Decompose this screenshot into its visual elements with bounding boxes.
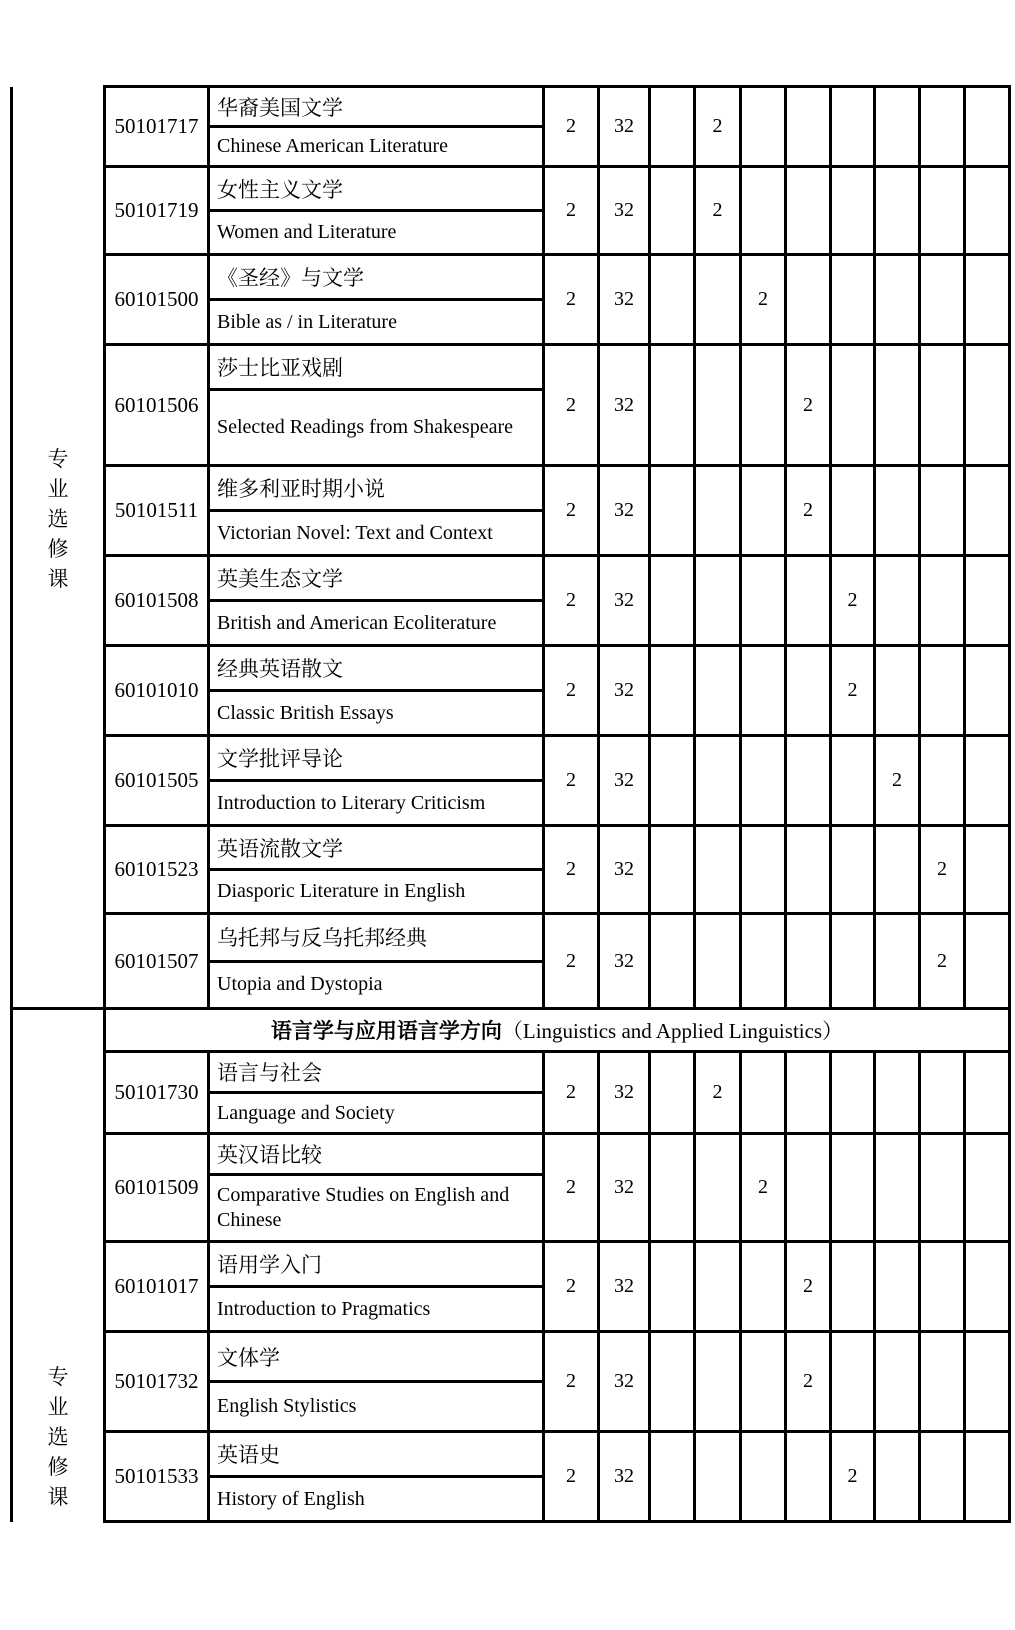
semester-cell	[920, 1242, 965, 1332]
credits-cell: 2	[544, 255, 599, 345]
chinese-name: 语用学入门	[210, 1243, 542, 1288]
semester-cell	[741, 914, 786, 1009]
semester-cell	[650, 1432, 695, 1522]
semester-cell	[741, 466, 786, 556]
course-row	[12, 167, 1010, 255]
semester-cell	[965, 255, 1010, 345]
course-row	[12, 914, 1010, 1009]
course-name-cell	[209, 1052, 544, 1134]
semester-cell	[965, 556, 1010, 646]
hours-cell: 32	[599, 345, 650, 466]
chinese-name: 英语流散文学	[210, 827, 542, 871]
semester-cell	[741, 556, 786, 646]
semester-cell	[695, 1242, 741, 1332]
semester-cell	[650, 556, 695, 646]
semester-cell	[875, 87, 920, 167]
course-code-cell: 60101017	[105, 1242, 209, 1332]
hours-cell: 32	[599, 914, 650, 1009]
semester-cell	[695, 466, 741, 556]
semester-cell	[650, 1332, 695, 1432]
course-name-cell	[209, 556, 544, 646]
credits-cell: 2	[544, 1242, 599, 1332]
semester-cell	[831, 826, 875, 914]
course-name-cell	[209, 87, 544, 167]
semester-cell: 2	[831, 1432, 875, 1522]
semester-cell	[650, 466, 695, 556]
english-name: Victorian Novel: Text and Context	[217, 521, 493, 544]
english-name: Comparative Studies on English and Chinese	[217, 1183, 510, 1231]
english-name: Women and Literature	[217, 221, 397, 243]
course-code-cell: 50101717	[105, 87, 209, 167]
course-code-cell: 50101730	[105, 1052, 209, 1134]
semester-cell	[831, 87, 875, 167]
semester-cell	[741, 345, 786, 466]
semester-cell: 2	[786, 345, 831, 466]
semester-cell	[875, 914, 920, 1009]
english-name: Diasporic Literature in English	[217, 880, 466, 902]
semester-cell	[695, 556, 741, 646]
english-name: Bible as / in Literature	[217, 310, 397, 333]
course-row	[12, 466, 1010, 556]
chinese-name: 华裔美国文学	[210, 88, 542, 128]
semester-cell	[831, 255, 875, 345]
semester-cell	[875, 1052, 920, 1134]
course-name-cell	[209, 255, 544, 345]
course-row	[12, 87, 1010, 167]
course-code-cell: 60101507	[105, 914, 209, 1009]
course-name-cell	[209, 646, 544, 736]
semester-cell	[875, 345, 920, 466]
semester-cell	[695, 914, 741, 1009]
semester-cell: 2	[695, 167, 741, 255]
semester-cell	[695, 736, 741, 826]
english-name: British and American Ecoliterature	[217, 611, 497, 634]
semester-cell	[965, 826, 1010, 914]
hours-cell: 32	[599, 167, 650, 255]
course-name-cell	[209, 736, 544, 826]
course-name-cell	[209, 1332, 544, 1432]
english-name: Language and Society	[217, 1101, 395, 1124]
course-code-cell: 60101509	[105, 1134, 209, 1242]
semester-cell	[786, 167, 831, 255]
semester-cell	[875, 466, 920, 556]
hours-cell: 32	[599, 1432, 650, 1522]
semester-cell	[741, 1432, 786, 1522]
semester-cell	[650, 167, 695, 255]
chinese-name: 英语史	[210, 1433, 542, 1478]
course-row	[12, 556, 1010, 646]
course-code-cell: 60101506	[105, 345, 209, 466]
course-code-cell: 60101523	[105, 826, 209, 914]
english-name: Selected Readings from Shakespeare	[217, 416, 514, 439]
semester-cell	[831, 466, 875, 556]
credits-cell: 2	[544, 87, 599, 167]
course-row	[12, 1052, 1010, 1134]
category-cell-lower	[12, 1009, 105, 1522]
hours-cell: 32	[599, 1052, 650, 1134]
chinese-name: 英美生态文学	[210, 557, 542, 602]
hours-cell: 32	[599, 826, 650, 914]
english-name: Chinese American Literature	[217, 135, 449, 157]
credits-cell: 2	[544, 167, 599, 255]
semester-cell	[741, 736, 786, 826]
semester-cell: 2	[831, 556, 875, 646]
english-name: Classic British Essays	[217, 701, 394, 724]
course-name-cell	[209, 914, 544, 1009]
semester-cell	[875, 167, 920, 255]
semester-cell	[650, 736, 695, 826]
semester-cell	[786, 255, 831, 345]
semester-cell	[965, 1052, 1010, 1134]
hours-cell: 32	[599, 1332, 650, 1432]
credits-cell: 2	[544, 826, 599, 914]
semester-cell	[741, 1242, 786, 1332]
semester-cell	[695, 646, 741, 736]
english-name: English Stylistics	[217, 1395, 357, 1417]
course-row	[12, 826, 1010, 914]
section-header-cell	[105, 1009, 1010, 1052]
semester-cell	[965, 87, 1010, 167]
semester-cell	[650, 646, 695, 736]
credits-cell: 2	[544, 556, 599, 646]
course-name-cell	[209, 345, 544, 466]
hours-cell: 32	[599, 87, 650, 167]
semester-cell	[650, 87, 695, 167]
course-code-cell: 50101511	[105, 466, 209, 556]
semester-cell	[965, 1242, 1010, 1332]
semester-cell	[650, 1242, 695, 1332]
hours-cell: 32	[599, 255, 650, 345]
semester-cell: 2	[786, 1242, 831, 1332]
hours-cell: 32	[599, 646, 650, 736]
semester-cell	[965, 736, 1010, 826]
semester-cell	[695, 255, 741, 345]
course-name-cell	[209, 1432, 544, 1522]
english-name: Introduction to Literary Criticism	[217, 791, 486, 814]
hours-cell: 32	[599, 736, 650, 826]
semester-cell	[650, 914, 695, 1009]
credits-cell: 2	[544, 736, 599, 826]
semester-cell	[831, 167, 875, 255]
chinese-name: 莎士比亚戏剧	[210, 346, 542, 391]
semester-cell	[650, 1052, 695, 1134]
course-row	[12, 1432, 1010, 1522]
semester-cell	[650, 826, 695, 914]
course-code-cell: 60101508	[105, 556, 209, 646]
semester-cell	[650, 1134, 695, 1242]
semester-cell	[695, 1432, 741, 1522]
semester-cell: 2	[741, 1134, 786, 1242]
semester-cell	[965, 1332, 1010, 1432]
semester-cell	[831, 1332, 875, 1432]
english-name: History of English	[217, 1487, 365, 1510]
course-name-cell	[209, 1242, 544, 1332]
semester-cell	[920, 1332, 965, 1432]
english-name: Introduction to Pragmatics	[217, 1297, 431, 1320]
semester-cell	[786, 1134, 831, 1242]
category-vertical-label: 专业选修课	[47, 446, 69, 591]
semester-cell	[875, 1242, 920, 1332]
semester-cell: 2	[831, 646, 875, 736]
semester-cell	[920, 87, 965, 167]
course-name-cell	[209, 826, 544, 914]
credits-cell: 2	[544, 1432, 599, 1522]
category-cell-upper	[12, 87, 105, 1009]
semester-cell	[875, 1332, 920, 1432]
course-row	[12, 736, 1010, 826]
semester-cell	[741, 1052, 786, 1134]
credits-cell: 2	[544, 1332, 599, 1432]
semester-cell: 2	[741, 255, 786, 345]
semester-cell	[786, 1432, 831, 1522]
course-row	[12, 345, 1010, 466]
semester-cell	[741, 1332, 786, 1432]
semester-cell: 2	[920, 914, 965, 1009]
chinese-name: 文体学	[210, 1333, 542, 1383]
chinese-name: 文学批评导论	[210, 737, 542, 782]
chinese-name: 英汉语比较	[210, 1135, 542, 1176]
hours-cell: 32	[599, 466, 650, 556]
semester-cell: 2	[875, 736, 920, 826]
course-code-cell: 60101500	[105, 255, 209, 345]
semester-cell	[741, 167, 786, 255]
semester-cell	[786, 736, 831, 826]
semester-cell	[920, 1432, 965, 1522]
semester-cell	[786, 1052, 831, 1134]
course-name-cell	[209, 167, 544, 255]
semester-cell	[650, 345, 695, 466]
semester-cell	[875, 826, 920, 914]
semester-cell	[875, 255, 920, 345]
course-code-cell: 50101533	[105, 1432, 209, 1522]
semester-cell	[965, 345, 1010, 466]
semester-cell	[920, 556, 965, 646]
credits-cell: 2	[544, 914, 599, 1009]
section-header-title-cn: 语言学与应用语言学方向	[270, 1019, 502, 1043]
semester-cell	[695, 1134, 741, 1242]
semester-cell	[965, 466, 1010, 556]
course-row	[12, 255, 1010, 345]
semester-cell	[920, 646, 965, 736]
semester-cell	[831, 1134, 875, 1242]
semester-cell	[786, 826, 831, 914]
semester-cell	[965, 1134, 1010, 1242]
semester-cell	[695, 345, 741, 466]
section-header-row	[12, 1009, 1010, 1052]
chinese-name: 女性主义文学	[210, 168, 542, 212]
credits-cell: 2	[544, 646, 599, 736]
chinese-name: 维多利亚时期小说	[210, 467, 542, 512]
hours-cell: 32	[599, 1242, 650, 1332]
course-code-cell: 60101010	[105, 646, 209, 736]
course-code-cell: 60101505	[105, 736, 209, 826]
course-name-cell	[209, 1134, 544, 1242]
semester-cell	[695, 1332, 741, 1432]
semester-cell	[786, 556, 831, 646]
semester-cell	[875, 646, 920, 736]
course-name-cell	[209, 466, 544, 556]
semester-cell	[920, 1052, 965, 1134]
semester-cell: 2	[786, 1332, 831, 1432]
semester-cell	[741, 646, 786, 736]
semester-cell	[920, 167, 965, 255]
hours-cell: 32	[599, 1134, 650, 1242]
semester-cell	[786, 87, 831, 167]
semester-cell	[920, 1134, 965, 1242]
section-header-title-en: （Linguistics and Applied Linguistics）	[501, 1019, 844, 1043]
credits-cell: 2	[544, 1052, 599, 1134]
hours-cell: 32	[599, 556, 650, 646]
semester-cell	[920, 255, 965, 345]
semester-cell	[831, 1052, 875, 1134]
semester-cell: 2	[786, 466, 831, 556]
course-code-cell: 50101732	[105, 1332, 209, 1432]
semester-cell	[831, 914, 875, 1009]
semester-cell	[831, 1242, 875, 1332]
semester-cell	[920, 466, 965, 556]
course-row	[12, 1332, 1010, 1432]
semester-cell	[695, 826, 741, 914]
chinese-name: 经典英语散文	[210, 647, 542, 692]
semester-cell	[965, 646, 1010, 736]
semester-cell: 2	[695, 87, 741, 167]
semester-cell	[741, 87, 786, 167]
semester-cell	[831, 345, 875, 466]
semester-cell	[875, 1134, 920, 1242]
semester-cell	[875, 556, 920, 646]
english-name: Utopia and Dystopia	[217, 973, 383, 996]
chinese-name: 《圣经》与文学	[210, 256, 542, 301]
credits-cell: 2	[544, 466, 599, 556]
semester-cell	[920, 736, 965, 826]
semester-cell	[965, 914, 1010, 1009]
semester-cell: 2	[920, 826, 965, 914]
semester-cell	[786, 914, 831, 1009]
semester-cell: 2	[695, 1052, 741, 1134]
course-code-cell: 50101719	[105, 167, 209, 255]
semester-cell	[786, 646, 831, 736]
credits-cell: 2	[544, 345, 599, 466]
semester-cell	[831, 736, 875, 826]
chinese-name: 乌托邦与反乌托邦经典	[210, 915, 542, 963]
curriculum-table	[10, 85, 1011, 1523]
semester-cell	[920, 345, 965, 466]
semester-cell	[965, 1432, 1010, 1522]
category-vertical-label: 专业选修课	[47, 1364, 69, 1509]
semester-cell	[650, 255, 695, 345]
semester-cell	[875, 1432, 920, 1522]
course-row	[12, 1242, 1010, 1332]
credits-cell: 2	[544, 1134, 599, 1242]
semester-cell	[965, 167, 1010, 255]
course-row	[12, 1134, 1010, 1242]
semester-cell	[741, 826, 786, 914]
chinese-name: 语言与社会	[210, 1053, 542, 1094]
course-row	[12, 646, 1010, 736]
